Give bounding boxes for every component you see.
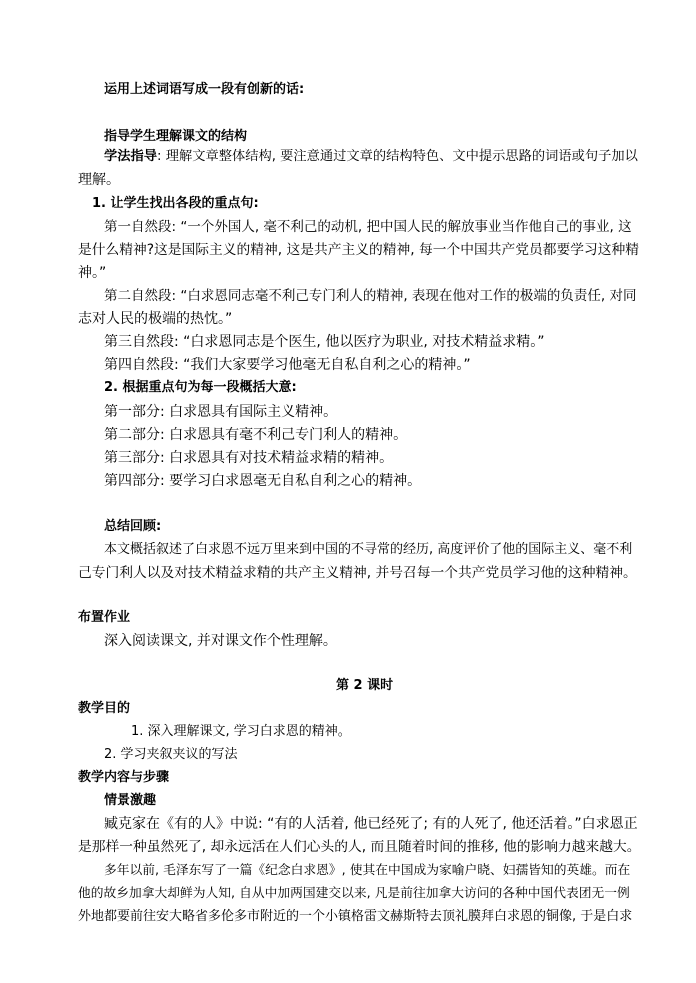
homework-text: 深入阅读课文, 并对课文作个性理解。	[104, 633, 337, 649]
step1-heading: 1. 让学生找出各段的重点句:	[92, 196, 259, 211]
method-line-2: 理解。	[78, 172, 120, 188]
method-line-1	[104, 147, 638, 167]
part4: 第四部分: 要学习白求恩毫无自私自利之心的精神。	[104, 473, 422, 489]
goal-1: 1. 深入理解课文, 学习白求恩的精神。	[131, 724, 351, 739]
homework-heading: 布置作业	[78, 610, 131, 625]
goals-heading: 教学目的	[78, 701, 131, 716]
para3: 第三自然段: “白求恩同志是个医生, 他以医疗为职业, 对技术精益求精。”	[104, 334, 545, 350]
summary-line-2: 己专门利人以及对技术精益求精的共产主义精神, 并号召每一个共产党员学习他的这种精神。	[78, 565, 637, 581]
step2-heading: 2. 根据重点句为每一段概括大意:	[104, 380, 297, 395]
intro-p2-line-3: 外地都要前往安大略省多伦多市附近的一个小镇格雷文赫斯特去顶礼膜拜白求恩的铜像, 于是白求	[78, 909, 633, 924]
para2-line-1: 第二自然段: “白求恩同志毫不利己专门利人的精神, 表现在他对工作的极端的负责任, 对同	[104, 288, 637, 304]
content-heading: 教学内容与步骤	[78, 770, 170, 785]
para2-line-2: 志对人民的极端的热忱。”	[78, 311, 233, 327]
intro-p1-line-1: 臧克家在《有的人》中说: “有的人活着, 他已经死了; 有的人死了, 他还活着。”白求恩正	[104, 816, 638, 832]
create-heading: 运用上述词语写成一段有创新的话:	[104, 82, 305, 97]
goal-2: 2. 学习夹叙夹议的写法	[104, 747, 238, 762]
para4: 第四自然段: “我们大家要学习他毫无自私自利之心的精神。”	[104, 357, 471, 373]
method-text: : 理解文章整体结构, 要注意通过文章的结构特色、文中提示思路的词语或句子加以	[157, 149, 638, 164]
summary-line-1: 本文概括叙述了白求恩不远万里来到中国的不寻常的经历, 高度评价了他的国际主义、毫不利	[104, 542, 633, 557]
intro-p1-line-2: 是那样一种虽然死了, 却永远活在人们心头的人, 而且随着时间的推移, 他的影响力越来越大。	[78, 839, 641, 855]
part3: 第三部分: 白求恩具有对技术精益求精的精神。	[104, 450, 394, 466]
method-label: 学法指导	[104, 149, 158, 164]
para1-line-3: 神。”	[78, 265, 107, 281]
part1: 第一部分: 白求恩具有国际主义精神。	[104, 404, 338, 420]
intro-p2-line-1: 多年以前, 毛泽东写了一篇《纪念白求恩》, 使其在中国成为家喻户晓、妇孺皆知的英雄。而在	[104, 863, 631, 878]
part2: 第二部分: 白求恩具有毫不利己专门利人的精神。	[104, 427, 408, 443]
intro-heading: 情景激趣	[104, 793, 157, 808]
structure-heading: 指导学生理解课文的结构	[104, 129, 248, 144]
intro-p2-line-2: 他的故乡加拿大却鲜为人知, 自从中加两国建交以来, 凡是前往加拿大访问的各种中国代表团无一例	[78, 886, 630, 901]
para1-line-1: 第一自然段: “一个外国人, 毫不利己的动机, 把中国人民的解放事业当作他自己的事业, 这	[104, 219, 632, 235]
para1-line-2: 是什么精神?这是国际主义的精神, 这是共产主义的精神, 每一个中国共产党员都要学习这种精	[78, 242, 640, 258]
lesson2-title: 第 2 课时	[336, 678, 394, 693]
summary-heading: 总结回顾:	[104, 519, 162, 534]
